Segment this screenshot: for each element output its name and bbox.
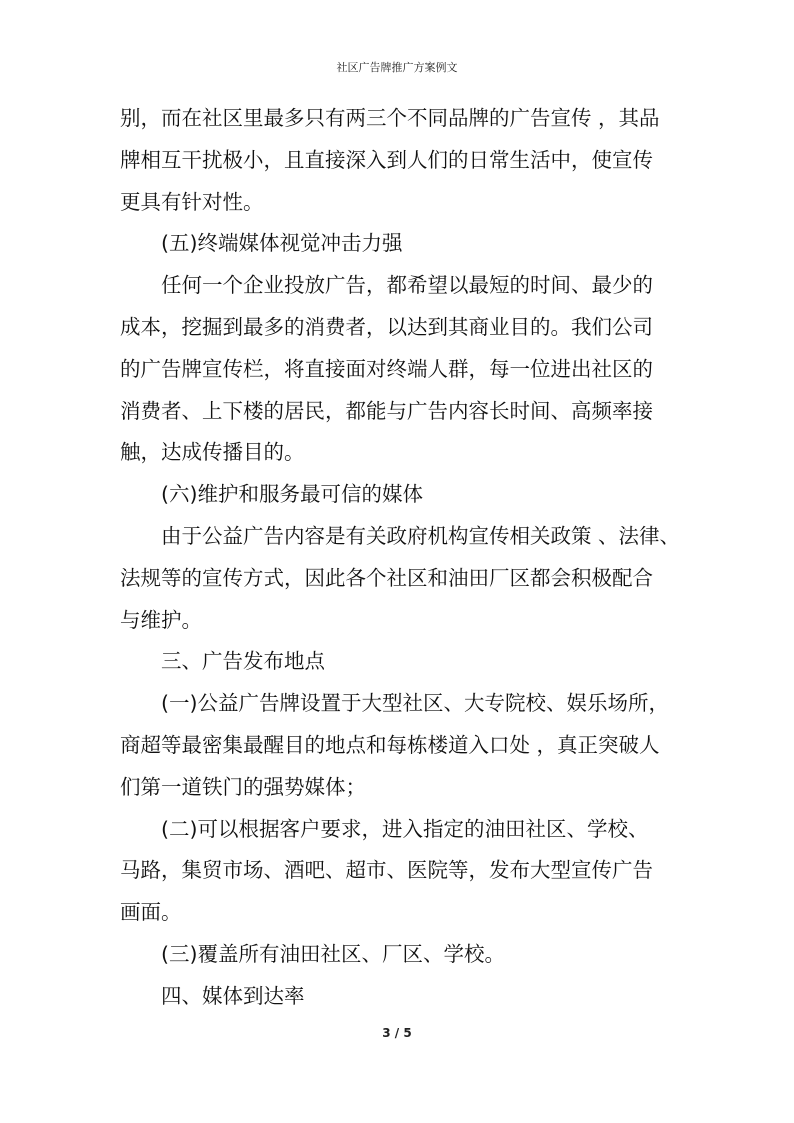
text-line: 的广告牌宣传栏，将直接面对终端人群，每一位进出社区的 [120, 356, 653, 381]
section-heading: 四、媒体到达率 [161, 983, 305, 1008]
text-line: 别，而在社区里最多只有两三个不同品牌的广告宣传 ，其品 [120, 106, 660, 130]
text-line: 画面。 [120, 900, 182, 925]
text-line: 触，达成传播目的。 [120, 440, 305, 465]
paragraph-start: (三)覆盖所有油田社区、厂区、学校。 [161, 941, 505, 966]
page-header: 社区广告牌推广方案例文 [336, 61, 458, 74]
text-line: 牌相互干扰极小，且直接深入到人们的日常生活中，使宣传 [120, 147, 653, 172]
paragraph-start: 由于公益广告内容是有关政府机构宣传相关政策 、法律、 [161, 523, 681, 548]
paragraph-start: (二)可以根据客户要求，进入指定的油田社区、学校、 [161, 816, 649, 841]
text-line: 与维护。 [120, 607, 202, 632]
section-heading: (六)维护和服务最可信的媒体 [161, 482, 423, 507]
text-line: 们第一道铁门的强势媒体； [120, 774, 366, 799]
text-line: 消费者、上下楼的居民，都能与广告内容长时间、高频率接 [120, 398, 653, 423]
text-line: 成本，挖掘到最多的消费者，以达到其商业目的。我们公司 [120, 314, 653, 339]
document-body [120, 98, 695, 1018]
text-line: 更具有针对性。 [120, 189, 264, 214]
paragraph-start: 任何一个企业投放广告，都希望以最短的时间、最少的 [161, 273, 653, 298]
text-line: 法规等的宣传方式，因此各个社区和油田厂区都会积极配合 [120, 565, 653, 590]
paragraph-start: (一)公益广告牌设置于大型社区、大专院校、娱乐场所， [161, 691, 669, 716]
text-line: 商超等最密集最醒目的地点和每栋楼道入口处 ，真正突破人 [120, 732, 660, 757]
section-heading: (五)终端媒体视觉冲击力强 [161, 231, 403, 256]
page-number: 3 / 5 [382, 1026, 412, 1040]
section-heading: 三、广告发布地点 [161, 649, 325, 674]
text-line: 马路，集贸市场、酒吧、超市、医院等，发布大型宣传广告 [120, 858, 653, 883]
